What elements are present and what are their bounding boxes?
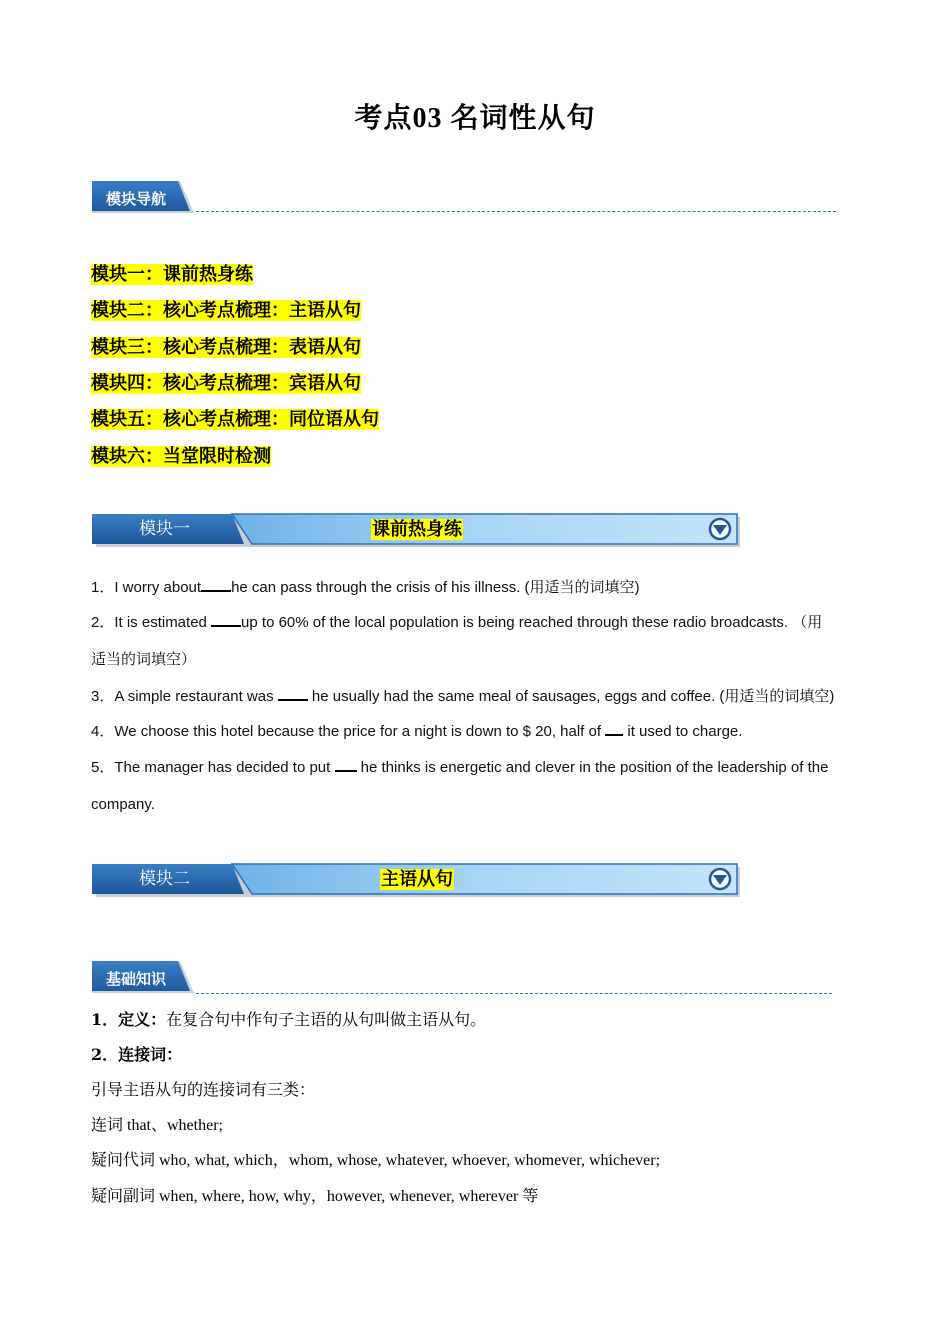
basics-tab-label: 基础知识 [106,970,167,988]
nav-item-4[interactable]: 模块四：核心考点梳理：宾语从句 [91,373,361,394]
conjunctions-line: 连词 that、whether; [91,1117,223,1134]
answer-blank[interactable] [211,611,241,627]
module1-left-label: 模块一 [139,519,190,539]
answer-blank[interactable] [335,756,357,772]
nav-tab [92,181,202,215]
module1-title: 课前热身练 [372,519,462,540]
nav-tab-label: 模块导航 [106,190,167,208]
answer-blank[interactable] [605,720,623,736]
answer-blank[interactable] [201,576,231,592]
interrogative-adverbs-line: 疑问副词 when, where, how, why，however, whenever, wherever 等 [91,1188,539,1205]
connectives-intro: 引导主语从句的连接词有三类： [91,1082,316,1099]
nav-divider [196,211,836,212]
question-3: 3．A simple restaurant was he usually had the same meal of sausages, eggs and coffee. (用适当的词填空) [91,687,835,705]
definition-line: 1．定义：在复合句中作句子主语的从句叫做主语从句。 [91,1010,487,1029]
question-5: 5．The manager has decided to put he thinks is energetic and clever in the position of the leadership of the company. [91,749,851,823]
nav-item-6[interactable]: 模块六：当堂限时检测 [91,446,271,467]
nav-item-3[interactable]: 模块三：核心考点梳理：表语从句 [91,337,361,358]
module2-title: 主语从句 [381,869,453,890]
nav-item-2[interactable]: 模块二：核心考点梳理：主语从句 [91,300,361,321]
nav-item-5[interactable]: 模块五：核心考点梳理：同位语从句 [91,409,379,430]
page-title: 考点03 名词性从句 [354,103,596,134]
question-4: 4．We choose this hotel because the price for a night is down to $ 20, half of it used to charge. [91,713,851,750]
module2-banner [92,863,742,899]
question-1: 1．I worry about he can pass through the crisis of his illness. (用适当的词填空) [91,578,640,596]
basics-divider [196,993,832,994]
connectives-heading: 2．连接词： [91,1045,183,1064]
nav-item-1[interactable]: 模块一：课前热身练 [91,264,253,285]
answer-blank[interactable] [278,685,308,701]
basics-tab [92,961,202,995]
module2-left-label: 模块二 [139,869,190,889]
question-2: 2．It is estimated up to 60% of the local population is being reached through these radio broadcasts. （用 适当的词填空） [91,613,823,668]
interrogative-pronouns-line: 疑问代词 who, what, which，whom, whose, whatever, whoever, whomever, whichever; [91,1152,661,1169]
module1-banner [92,513,742,549]
